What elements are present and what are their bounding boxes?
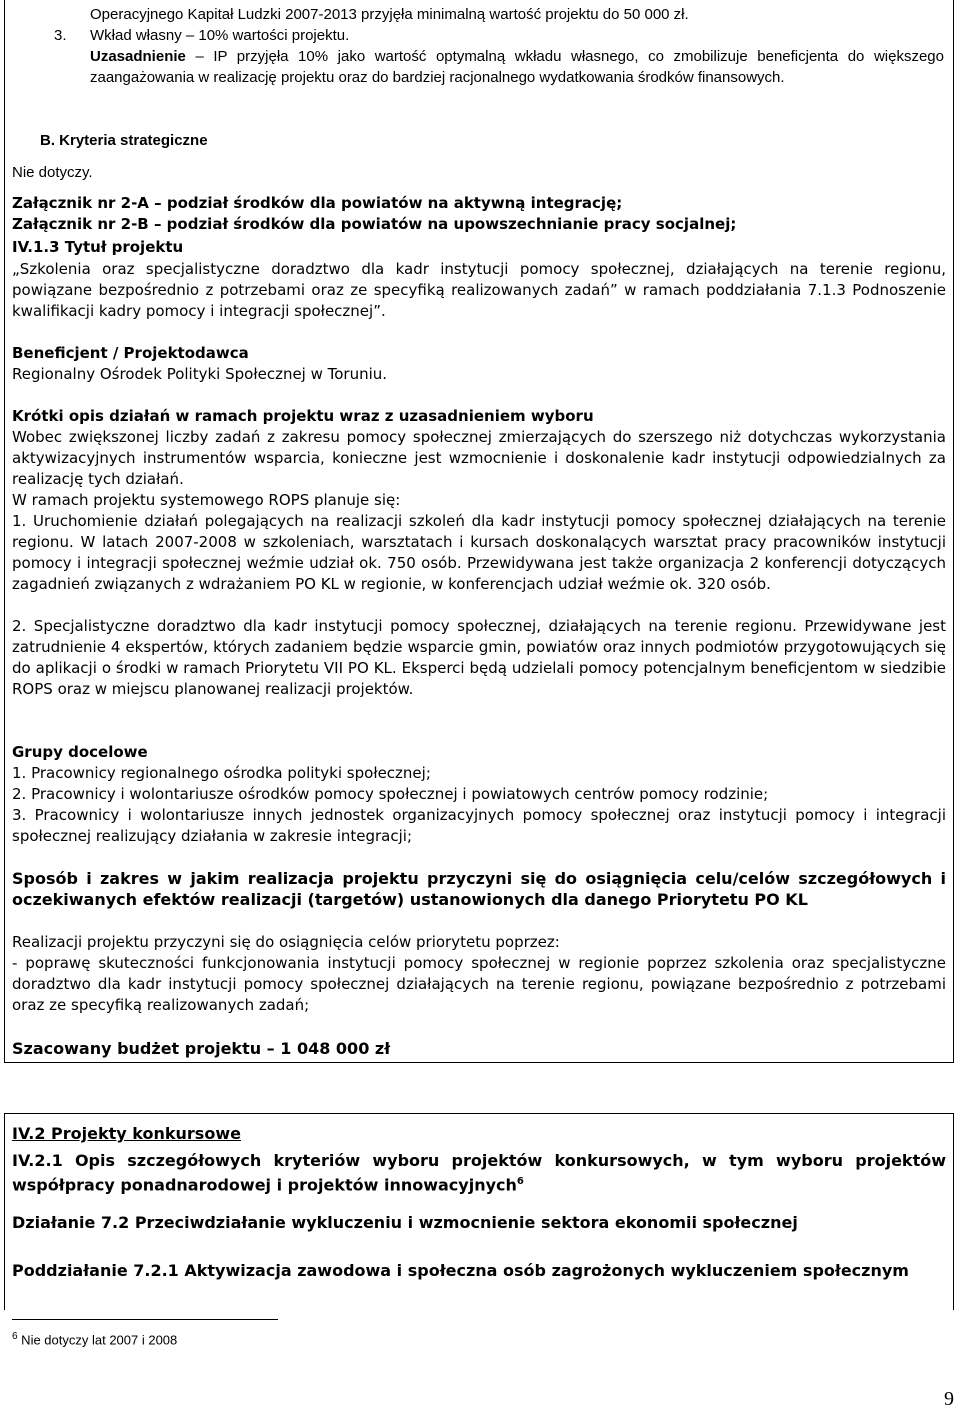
target-group-item: 1. Pracownicy regionalnego ośrodka polityki społecznej; — [12, 764, 431, 782]
competitive-projects-heading: IV.2 Projekty konkursowe — [12, 1124, 241, 1143]
description-paragraph-3: 1. Uruchomienie działań polegających na realizacji szkoleń dla kadr instytucji pomocy społecznej działających na terenie regionu. W latach 2007-2008 w szkoleniach, warsztatach i kursach doskonalących warsztat pracy pracowników instytucji pomocy i integracji społecznej weźmie udział ok. 750 osób. Przewidywana jest także organizacja 2 konferencji dotyczących zagadnień związanych z wdrażaniem PO KL w regionie, w konferencjach udział weźmie ok. 320 osób. — [12, 512, 946, 593]
target-groups-heading: Grupy docelowe — [12, 743, 148, 761]
beneficiary-text: Regionalny Ośrodek Polityki Społecznej w Toruniu. — [12, 365, 388, 383]
beneficiary-heading: Beneficjent / Projektodawca — [12, 344, 249, 362]
section-b-heading: B. Kryteria strategiczne — [40, 132, 208, 149]
target-group-item: 2. Pracownicy i wolontariusze ośrodków pomocy społecznej i powiatowych centrów pomocy rodzinie; — [12, 785, 769, 803]
footnote — [12, 1331, 177, 1347]
description-paragraph-1: Wobec zwiększonej liczby zadań z zakresu pomocy społecznej zmierzających do szerszego niż dotychczas wykorzystania aktywizacyjnych instrumentów wsparcia, konieczne jest wzmocnienie i doskonalenie kadr instytucji odpowiedzialnych za realizację tych działań. — [12, 428, 946, 488]
attachment-2b: Załącznik nr 2-B – podział środków dla powiatów na upowszechnianie pracy socjalnej; — [12, 215, 737, 233]
justification-text: – IP przyjęła 10% jako wartość optymalną wkładu własnego, co zmobilizuje beneficjenta do większego zaangażowania w realizację projektu oraz do bardziej racjonalnego wydatkowania środków finansowych. — [90, 48, 944, 86]
competitive-criteria-text: IV.2.1 Opis szczegółowych kryteriów wyboru projektów konkursowych, w tym wyboru projektów współpracy ponadnarodowej i projektów innowacyjnych — [12, 1151, 946, 1195]
contribution-paragraph-2: - poprawę skuteczności funkcjonowania instytucji pomocy społecznej w regionie poprzez szkolenia oraz specjalistyczne doradztwo dla kadr instytucji pomocy społecznej działających na terenie regionu, powiązane bezpośrednio z potrzebami oraz ze specyfiką realizowanych zadań; — [12, 954, 946, 1014]
measure-7-2: Działanie 7.2 Przeciwdziałanie wykluczeniu i wzmocnienie sektora ekonomii społecznej — [12, 1213, 798, 1232]
project-title-heading: IV.1.3 Tytuł projektu — [12, 238, 184, 256]
competitive-criteria-heading — [12, 1150, 946, 1195]
description-paragraph-4: 2. Specjalistyczne doradztwo dla kadr instytucji pomocy społecznej, działających na terenie regionu. Przewidywane jest zatrudnienie 4 ekspertów, których zadaniem będzie wsparcie gmin, powiatów oraz innych podmiotów przygotowujących się do aplikacji o środki w ramach Priorytetu VII PO KL. Eksperci będą udzielali pomocy potencjalnym beneficjentom w siedzibie ROPS oraz w miejscu planowanej realizacji projektów. — [12, 617, 946, 698]
justification-label: Uzasadnienie — [90, 48, 186, 65]
footnote-text: Nie dotyczy lat 2007 i 2008 — [17, 1332, 178, 1348]
attachment-2a: Załącznik nr 2-A – podział środków dla powiatów na aktywną integrację; — [12, 194, 623, 212]
footnote-number: 6 — [12, 1331, 18, 1342]
contribution-paragraph-1: Realizacji projektu przyczyni się do osiągnięcia celów priorytetu poprzez: — [12, 933, 560, 951]
justification — [54, 46, 944, 88]
description-paragraph-2: W ramach projektu systemowego ROPS planuje się: — [12, 491, 401, 509]
criteria-item-3 — [54, 25, 944, 46]
submeasure-7-2-1: Poddziałanie 7.2.1 Aktywizacja zawodowa i społeczna osób zagrożonych wykluczeniem społecznym — [12, 1261, 909, 1280]
footnote-ref: 6 — [516, 1176, 524, 1187]
budget-line: Szacowany budżet projektu – 1 048 000 zł — [12, 1039, 391, 1058]
footnote-separator — [12, 1319, 278, 1320]
criteria-line: Operacyjnego Kapitał Ludzki 2007-2013 przyjęła minimalną wartość projektu do 50 000 zł. — [90, 6, 689, 23]
target-group-item: 3. Pracownicy i wolontariusze innych jednostek organizacyjnych pomocy społecznej oraz instytucji pomocy i integracji społecznej realizujący działania w zakresie integracji; — [12, 806, 946, 845]
item-text: Wkład własny – 10% wartości projektu. — [90, 27, 350, 44]
contribution-heading: Sposób i zakres w jakim realizacja projektu przyczyni się do osiągnięcia celu/celów szczegółowych i oczekiwanych efektów realizacji (targetów) ustanowionych dla danego Priorytetu PO KL — [12, 869, 946, 909]
section-b-text: Nie dotyczy. — [12, 164, 93, 181]
project-title-text: „Szkolenia oraz specjalistyczne doradztwo dla kadr instytucji pomocy społecznej, działających na terenie regionu, powiązane bezpośrednio z potrzebami oraz ze specyfiką realizowanych zadań” w ramach poddziałania 7.1.3 Podnoszenie kwalifikacji kadry pomocy i integracji społecznej”. — [12, 260, 946, 320]
page-number: 9 — [944, 1388, 954, 1410]
criteria-list — [54, 4, 944, 88]
item-number: 3. — [54, 27, 67, 44]
description-heading: Krótki opis działań w ramach projektu wraz z uzasadnieniem wyboru — [12, 407, 594, 425]
